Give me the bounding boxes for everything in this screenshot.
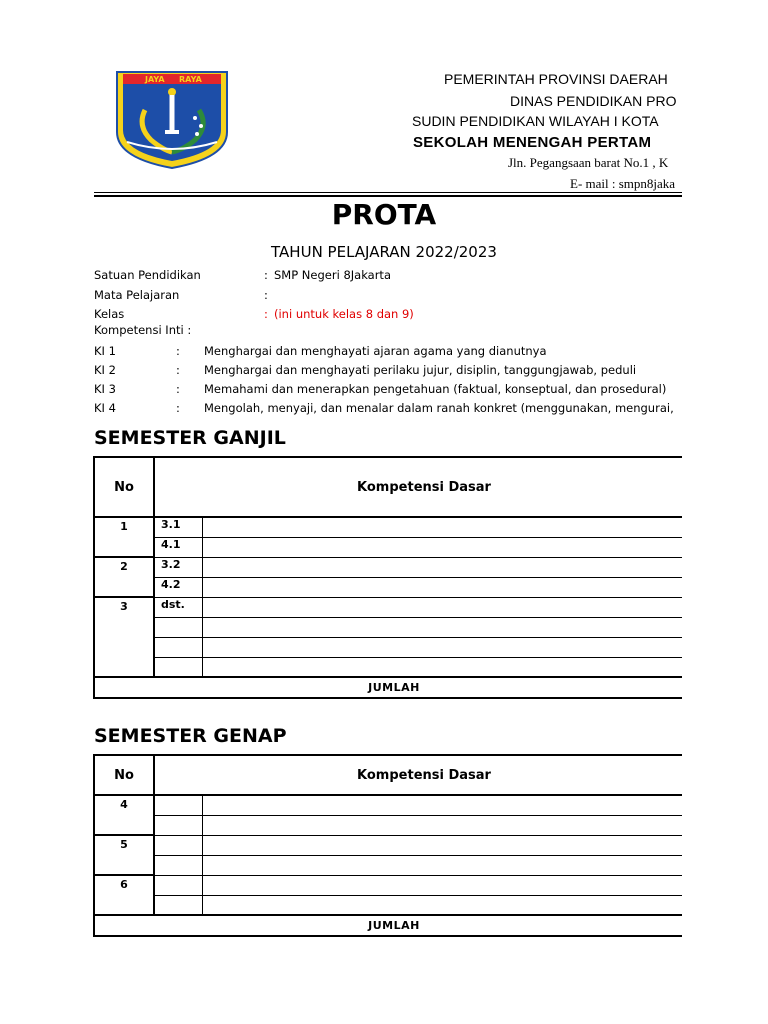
header-rule bbox=[94, 192, 682, 193]
info-value: SMP Negeri 8Jakarta bbox=[274, 268, 391, 282]
header-line-3: SUDIN PENDIDIKAN WILAYAH I KOTA bbox=[412, 113, 659, 129]
col-header-kd: Kompetensi Dasar bbox=[154, 755, 682, 795]
kd-code bbox=[154, 617, 202, 637]
kd-code bbox=[154, 637, 202, 657]
kd-code bbox=[154, 835, 202, 855]
ki-text: Memahami dan menerapkan pengetahuan (faktual, konseptual, dan prosedural) bbox=[204, 382, 667, 396]
ki-sep: : bbox=[176, 382, 180, 396]
row-no: 4 bbox=[94, 795, 154, 835]
kd-desc bbox=[202, 617, 682, 637]
logo-text-left: JAYA bbox=[145, 75, 165, 84]
total-label: JUMLAH bbox=[94, 915, 682, 936]
semester-genap-table bbox=[93, 754, 682, 937]
table-row bbox=[94, 617, 682, 637]
row-no: 6 bbox=[94, 875, 154, 915]
kd-desc bbox=[202, 537, 682, 557]
kd-desc bbox=[202, 597, 682, 617]
col-header-kd: Kompetensi Dasar bbox=[154, 457, 682, 517]
kd-code: 3.2 bbox=[154, 557, 202, 577]
table-row bbox=[94, 895, 682, 915]
doc-title: PROTA bbox=[331, 198, 437, 231]
ki-code: KI 3 bbox=[94, 382, 116, 396]
total-label: JUMLAH bbox=[94, 677, 682, 698]
kd-code: 4.2 bbox=[154, 577, 202, 597]
info-value-kelas: (ini untuk kelas 8 dan 9) bbox=[274, 307, 414, 321]
col-header-no: No bbox=[94, 457, 154, 517]
school-address: Jln. Pegangsaan barat No.1 , K bbox=[508, 155, 669, 170]
kd-code: 3.1 bbox=[154, 517, 202, 537]
logo-text-right: RAYA bbox=[179, 75, 202, 84]
table-row bbox=[94, 795, 682, 815]
kd-code bbox=[154, 875, 202, 895]
kd-code bbox=[154, 815, 202, 835]
kd-desc bbox=[202, 875, 682, 895]
semester-genap-title: SEMESTER GENAP bbox=[94, 725, 287, 747]
kd-desc bbox=[202, 637, 682, 657]
table-row bbox=[94, 537, 682, 557]
school-email: E- mail : smpn8jaka bbox=[570, 176, 676, 191]
doc-subtitle: TAHUN PELAJARAN 2022/2023 bbox=[271, 243, 497, 261]
kd-desc bbox=[202, 895, 682, 915]
kd-desc bbox=[202, 557, 682, 577]
row-no: 1 bbox=[94, 517, 154, 557]
ki-sep: : bbox=[176, 363, 180, 377]
kd-desc bbox=[202, 795, 682, 815]
info-label: Kelas bbox=[94, 307, 125, 321]
ki-text: Menghargai dan menghayati ajaran agama yang dianutnya bbox=[204, 344, 547, 358]
info-sep: : bbox=[264, 288, 268, 302]
school-name: SEKOLAH MENENGAH PERTAM bbox=[413, 134, 652, 151]
kd-code: 4.1 bbox=[154, 537, 202, 557]
kd-desc bbox=[202, 577, 682, 597]
info-label: Satuan Pendidikan bbox=[94, 268, 201, 282]
table-row bbox=[94, 517, 682, 537]
kd-desc bbox=[202, 815, 682, 835]
kd-code: dst. bbox=[154, 597, 202, 617]
kd-code bbox=[154, 795, 202, 815]
kd-desc bbox=[202, 517, 682, 537]
kd-code bbox=[154, 855, 202, 875]
ki-text: Menghargai dan menghayati perilaku jujur, disiplin, tanggungjawab, peduli bbox=[204, 363, 637, 377]
kd-desc bbox=[202, 835, 682, 855]
ki-sep: : bbox=[176, 344, 180, 358]
kd-code bbox=[154, 657, 202, 677]
table-row bbox=[94, 637, 682, 657]
info-sep: : bbox=[264, 268, 268, 282]
ki-text: Mengolah, menyaji, dan menalar dalam ranah konkret (menggunakan, mengurai, bbox=[204, 401, 674, 415]
semester-ganjil-title: SEMESTER GANJIL bbox=[94, 427, 286, 449]
jaya-raya-logo bbox=[115, 70, 229, 170]
table-row bbox=[94, 835, 682, 855]
semester-ganjil-table bbox=[93, 456, 682, 699]
ki-heading: Kompetensi Inti : bbox=[94, 323, 192, 337]
ki-code: KI 1 bbox=[94, 344, 116, 358]
kd-code bbox=[154, 895, 202, 915]
table-row bbox=[94, 557, 682, 577]
header-line-2: DINAS PENDIDIKAN PRO bbox=[510, 93, 677, 109]
kd-desc bbox=[202, 855, 682, 875]
row-no: 3 bbox=[94, 597, 154, 677]
row-no: 5 bbox=[94, 835, 154, 875]
info-sep: : bbox=[264, 307, 268, 321]
ki-code: KI 2 bbox=[94, 363, 116, 377]
row-no: 2 bbox=[94, 557, 154, 597]
table-row bbox=[94, 577, 682, 597]
info-label: Mata Pelajaran bbox=[94, 288, 180, 302]
total-row bbox=[94, 915, 682, 936]
header-line-1: PEMERINTAH PROVINSI DAERAH bbox=[444, 71, 668, 87]
table-row bbox=[94, 875, 682, 895]
total-row bbox=[94, 677, 682, 698]
table-row bbox=[94, 855, 682, 875]
ki-code: KI 4 bbox=[94, 401, 116, 415]
ki-sep: : bbox=[176, 401, 180, 415]
table-row bbox=[94, 815, 682, 835]
kd-desc bbox=[202, 657, 682, 677]
col-header-no: No bbox=[94, 755, 154, 795]
table-row bbox=[94, 597, 682, 617]
header-rule-thick bbox=[94, 195, 682, 197]
table-row bbox=[94, 657, 682, 677]
